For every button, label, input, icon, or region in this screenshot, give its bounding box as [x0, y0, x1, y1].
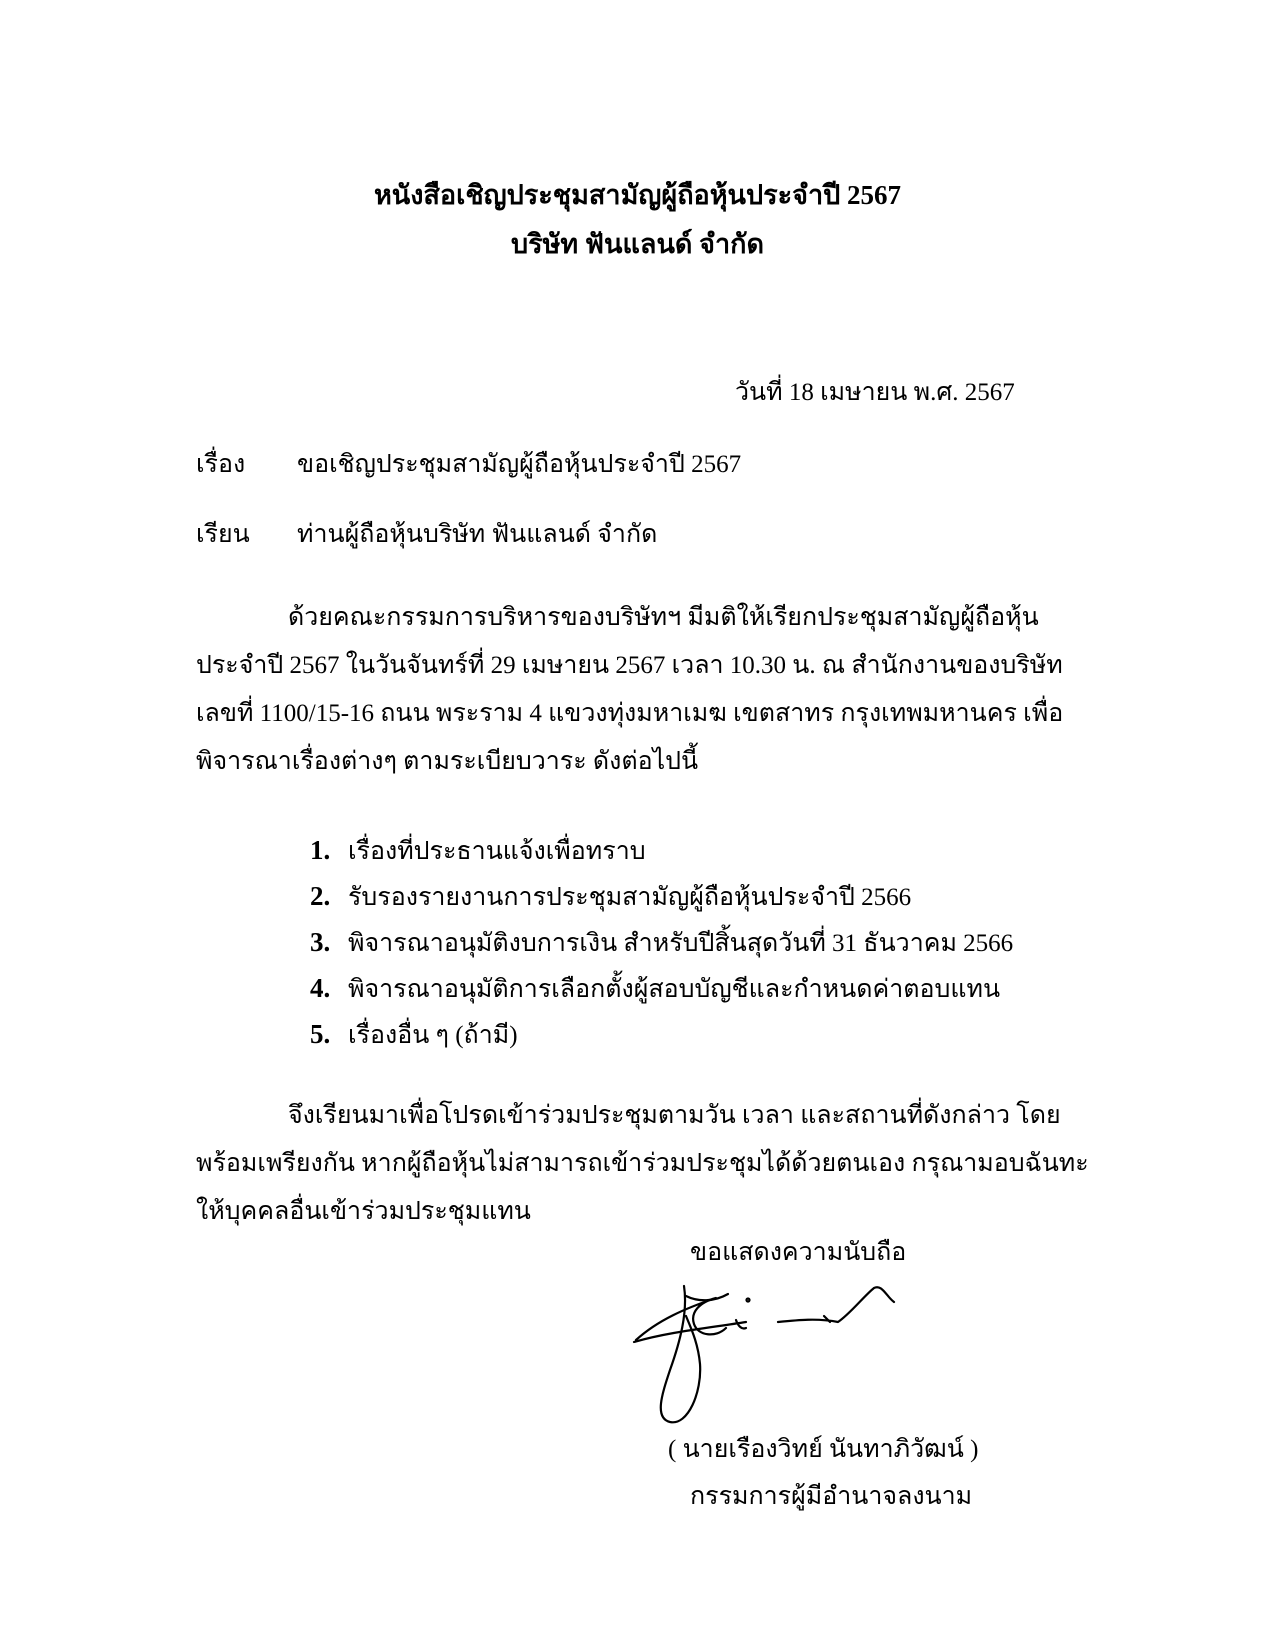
letter-date: วันที่ 18 เมษายน พ.ศ. 2567	[735, 379, 1015, 406]
recipient-text: ท่านผู้ถือหุ้นบริษัท ฟันแลนด์ จำกัด	[297, 521, 658, 548]
agenda-text: เรื่องอื่น ๆ (ถ้ามี)	[348, 1022, 518, 1049]
agenda-number: 1.	[310, 835, 331, 865]
agenda-text: พิจารณาอนุมัติงบการเงิน สำหรับปีสิ้นสุดวันที่ 31 ธันวาคม 2566	[348, 930, 1014, 957]
body-paragraph-text: ด้วยคณะกรรมการบริหารของบริษัทฯ มีมติให้เรียกประชุมสามัญผู้ถือหุ้นประจำปี 2567 ในวันจันทร์ที่ 29 เมษายน 2567 เวลา 10.30 น. ณ สำนักงานของบริษัทเลขที่ 1100/15-16 ถนน พระราม 4 แขวงทุ่งมหาเมฆ เขตสาทร กรุงเทพมหานคร เพื่อพิจารณาเรื่องต่างๆ ตามระเบียบวาระ ดังต่อไปนี้	[196, 604, 1064, 775]
agenda-number: 5.	[310, 1019, 331, 1049]
signer-name: ( นายเรืองวิทย์ นันทาภิวัฒน์ )	[668, 1436, 979, 1463]
agenda-list	[310, 828, 1013, 1058]
agenda-number: 4.	[310, 973, 331, 1003]
agenda-item	[310, 874, 1013, 920]
company-name: บริษัท ฟันแลนด์ จำกัด	[510, 229, 765, 259]
agenda-text: รับรองรายงานการประชุมสามัญผู้ถือหุ้นประจำปี 2566	[348, 884, 912, 911]
agenda-text: เรื่องที่ประธานแจ้งเพื่อทราบ	[348, 838, 646, 865]
subject-label: เรื่อง	[196, 451, 246, 478]
agenda-item	[310, 966, 1013, 1012]
document-title: หนังสือเชิญประชุมสามัญผู้ถือหุ้นประจำปี 2567	[373, 180, 902, 210]
agenda-item	[310, 920, 1013, 966]
subject-text: ขอเชิญประชุมสามัญผู้ถือหุ้นประจำปี 2567	[297, 451, 742, 478]
handwritten-signature	[628, 1272, 908, 1432]
signer-title: กรรมการผู้มีอำนาจลงนาม	[690, 1483, 973, 1510]
closing-salutation: ขอแสดงความนับถือ	[690, 1239, 907, 1266]
agenda-item	[310, 1012, 1013, 1058]
recipient-label: เรียน	[196, 521, 250, 548]
body-paragraph	[196, 594, 1101, 786]
agenda-text: พิจารณาอนุมัติการเลือกตั้งผู้สอบบัญชีและกำหนดค่าตอบแทน	[348, 976, 1001, 1003]
invitation-paragraph-text: จึงเรียนมาเพื่อโปรดเข้าร่วมประชุมตามวัน เวลา และสถานที่ดังกล่าว โดยพร้อมเพรียงกัน หากผู้ถือหุ้นไม่สามารถเข้าร่วมประชุมได้ด้วยตนเอง กรุณามอบฉันทะให้บุคคลอื่นเข้าร่วมประชุมแทน	[196, 1102, 1089, 1225]
agenda-number: 2.	[310, 881, 331, 911]
invitation-paragraph	[196, 1092, 1101, 1236]
agenda-item	[310, 828, 1013, 874]
agenda-number: 3.	[310, 927, 331, 957]
